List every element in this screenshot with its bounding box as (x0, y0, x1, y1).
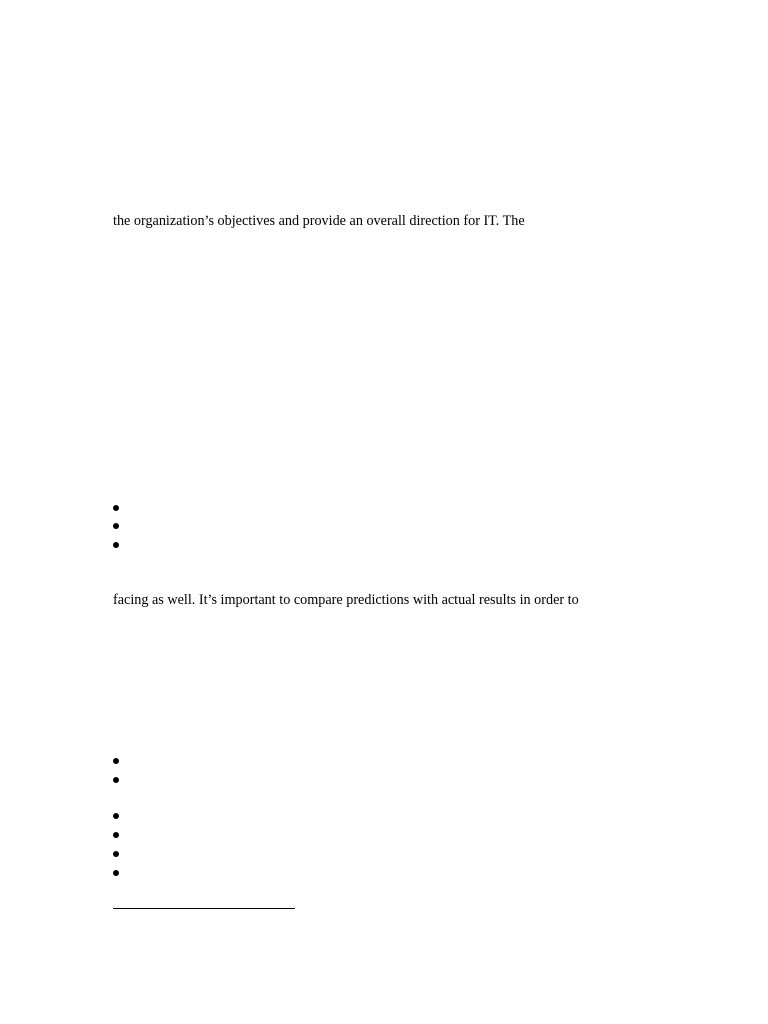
bullet-icon (113, 505, 119, 511)
body-text-line-1: the organization’s objectives and provide an overall direction for IT. The (113, 213, 525, 229)
bullet-icon (113, 542, 119, 548)
bullet-icon (113, 851, 119, 857)
footnote-separator (113, 908, 295, 909)
body-text-line-2: facing as well. It’s important to compare predictions with actual results in order to (113, 592, 579, 608)
bullet-icon (113, 870, 119, 876)
bullet-icon (113, 832, 119, 838)
bullet-icon (113, 523, 119, 529)
bullet-icon (113, 758, 119, 764)
bullet-icon (113, 777, 119, 783)
bullet-icon (113, 813, 119, 819)
